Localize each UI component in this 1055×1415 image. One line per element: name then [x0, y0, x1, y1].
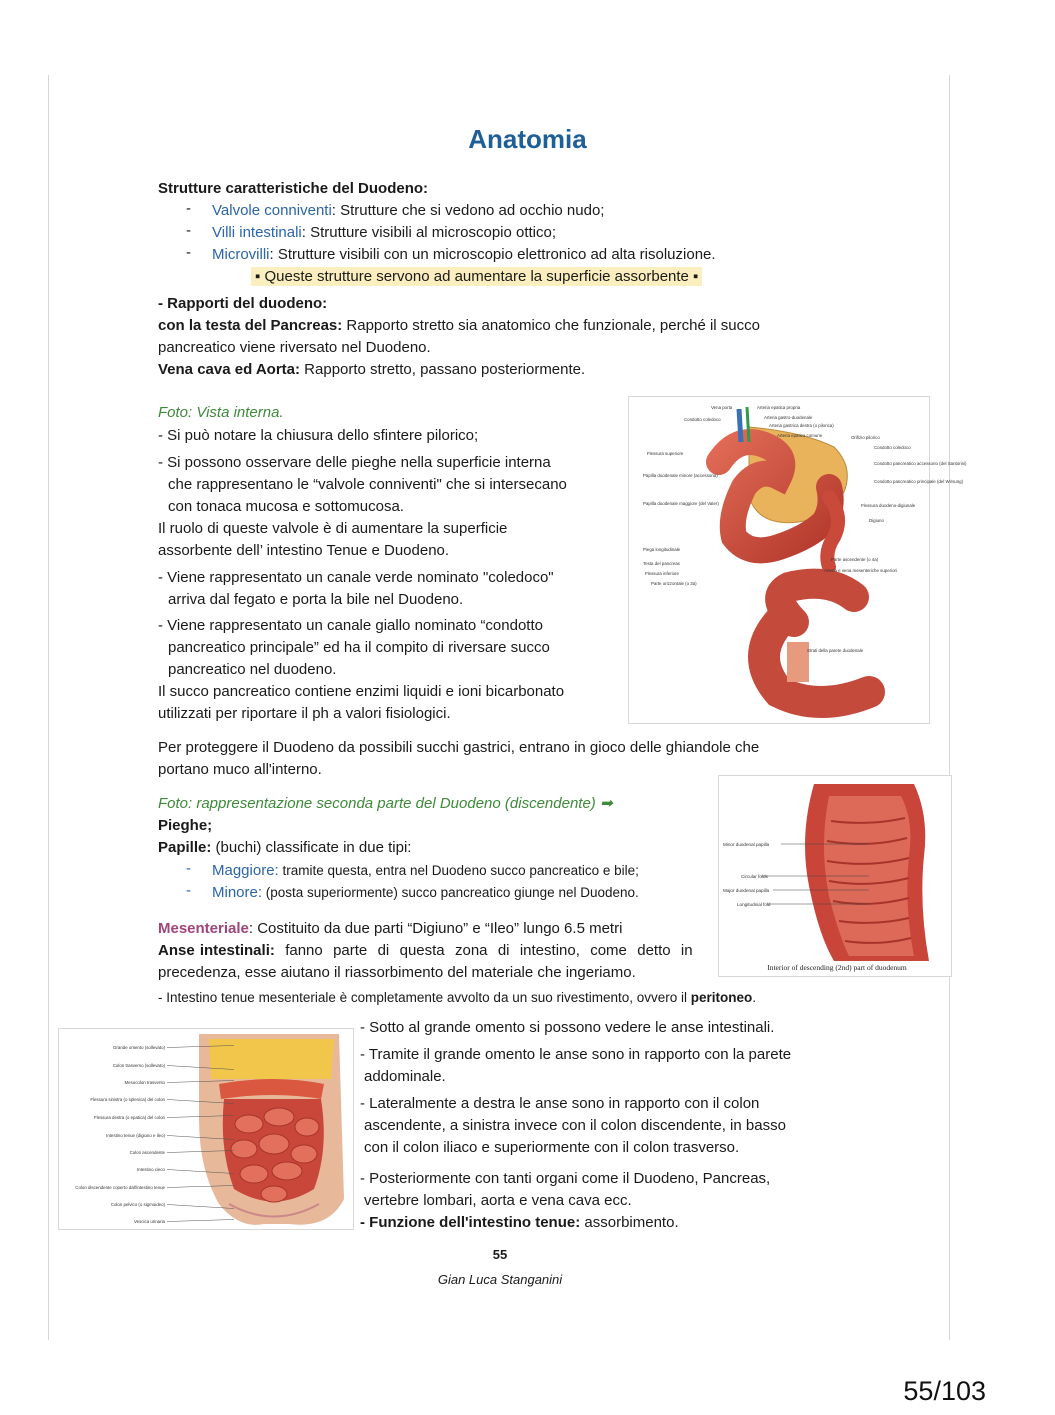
highlight-note: ▪ Queste strutture servono ad aumentare la superficie assorbente ▪	[251, 266, 702, 288]
figure-label: Condotto pancreatico accessorio (del Santorini)	[874, 461, 967, 466]
structure-item-microvilli: Microvilli: Strutture visibili con un microscopio elettronico ad alta risoluzione.	[212, 246, 716, 263]
figure-label: Piega longitudinale	[643, 547, 681, 552]
figure-label: Papilla duodenale minore (accessoria)	[643, 473, 718, 478]
figure-label: Papilla duodenale maggiore (del Vater)	[643, 501, 719, 506]
figure-label: Minor duodenal papilla	[723, 842, 770, 847]
papilla-minore: Minore: (posta superiormente) succo pancreatico giunge nel Duodeno.	[212, 884, 639, 901]
anse-line: - Posteriormente con tanti organi come il Duodeno, Pancreas,	[360, 1170, 771, 1187]
figure-label: Strati della parete duodenale	[807, 648, 864, 653]
figure-label: Colon ascendente	[129, 1150, 165, 1155]
pieghe-label: Pieghe;	[158, 817, 213, 834]
figure-label: Testa del pancreas	[643, 561, 680, 566]
figure-caption: Interior of descending (2nd) part of duodenum	[767, 963, 907, 972]
figure-label: Arteria gastrica destra (o pilorica)	[769, 423, 834, 428]
anse-line: vertebre lombari, aorta e vena cava ecc.	[364, 1192, 632, 1209]
bullet-dash: -	[186, 222, 191, 239]
anse-line: addominale.	[364, 1068, 446, 1085]
author-name: Gian Luca Stanganini	[437, 1272, 563, 1287]
duodenum-illustration	[629, 397, 967, 723]
bullet-dash: -	[186, 244, 191, 261]
vista-line: arriva dal fegato e porta la bile nel Duodeno.	[168, 591, 464, 608]
figure-label: Colon pelvico (o sigmoideo)	[110, 1202, 165, 1207]
vista-caption: Foto: Vista interna.	[158, 404, 284, 421]
anse-intestinali-cont: precedenza, esse aiutano il riassorbimento del materiale che ingeriamo.	[158, 964, 636, 981]
descending-duodenum-figure	[718, 775, 952, 977]
figure-label: Colon trasverso (sollevato)	[112, 1063, 165, 1068]
leader-line	[167, 1220, 234, 1222]
funzione-line: - Funzione dell'intestino tenue: assorbimento.	[360, 1214, 679, 1231]
descending-labels	[723, 842, 771, 907]
vista-line: pancreatico nel duodeno.	[168, 661, 337, 678]
figure-label: Intestino tenue (digiuno e ileo)	[106, 1133, 165, 1138]
anse-line: ascendente, a sinistra invece con il colon discendente, in basso	[364, 1117, 786, 1134]
bullet-dash: -	[186, 860, 191, 877]
abdomen-labels	[75, 1045, 165, 1224]
page-counter: 55/103	[903, 1376, 986, 1406]
vista-line: pancreatico principale” ed ha il compito di riversare succo	[168, 639, 550, 656]
figure-label: Flessura destra (o epatica) del colon	[93, 1115, 165, 1120]
structure-item-villi: Villi intestinali: Strutture visibili al microscopio ottico;	[212, 224, 557, 241]
figure-label: Arteria epatica propria	[757, 405, 801, 410]
figure-label: Longitudinal fold	[737, 902, 771, 907]
vista-line: assorbente dell’ intestino Tenue e Duodeno.	[158, 542, 450, 559]
figure-label: Condotto pancreatico principale (del Wirsung)	[874, 479, 964, 484]
figure-label: Flessura duodeno-digiunale	[861, 503, 916, 508]
portal-vein	[739, 409, 741, 442]
vista-line: che rappresentano le “valvole conniventi" che si intersecano	[168, 476, 567, 493]
papilla-maggiore: Maggiore: tramite questa, entra nel Duodeno succo pancreatico e bile;	[212, 862, 639, 879]
rapporti-pancreas-cont: pancreatico viene riversato nel Duodeno.	[158, 339, 431, 356]
vista-line: - Si possono osservare delle pieghe nella superficie interna	[158, 454, 551, 471]
figure-label: Condotto coledoco	[684, 417, 721, 422]
duodenal-wall-lower	[764, 622, 869, 702]
rapporti-vena-cava: Vena cava ed Aorta: Rapporto stretto, passano posteriormente.	[158, 361, 586, 378]
rapporti-heading: - Rapporti del duodeno:	[158, 295, 328, 312]
vista-line: - Viene rappresentato un canale giallo nominato “condotto	[158, 617, 543, 634]
vista-line: con tonaca mucosa e sottomucosa.	[168, 498, 404, 515]
figure-label: Flessura inferiore	[645, 571, 679, 576]
bile-duct	[747, 407, 749, 442]
figure-label: Mesocolon trasverso	[124, 1080, 165, 1085]
figure-label: Arteria gastro-duodenale	[764, 415, 813, 420]
figure-label: Circular folds	[741, 874, 768, 879]
anse-line: - Lateralmente a destra le anse sono in rapporto con il colon	[360, 1095, 760, 1112]
greater-omentum	[209, 1039, 334, 1079]
page-border-right	[949, 75, 950, 1340]
wall-layers-cutaway	[787, 642, 809, 682]
seconda-caption: Foto: rappresentazione seconda parte del Duodeno (discendente) ➡	[158, 795, 613, 812]
figure-label: Vena porta	[711, 405, 733, 410]
structures-heading: Strutture caratteristiche del Duodeno:	[158, 180, 429, 197]
figure-label: Parte ascendente (o 4a)	[831, 557, 879, 562]
proteggere-line: portano muco all'interno.	[158, 761, 322, 778]
vista-line: utilizzati per riportare il ph a valori fisiologici.	[158, 705, 451, 722]
figure-label: Grande omento (sollevato)	[113, 1045, 165, 1050]
figure-label: Flessura sinistra (o splenica) del colon	[90, 1097, 165, 1102]
vista-line: Il ruolo di queste valvole è di aumentare la superficie	[158, 520, 508, 537]
vista-line: Il succo pancreatico contiene enzimi liquidi e ioni bicarbonato	[158, 683, 565, 700]
vista-line: - Viene rappresentato un canale verde nominato "coledoco"	[158, 569, 554, 586]
anse-line: - Sotto al grande omento si possono vedere le anse intestinali.	[360, 1019, 775, 1036]
figure-label: Digiuno	[869, 518, 884, 523]
figure-label: Colon discendente coperto dall'intestino tenue	[75, 1185, 165, 1190]
bullet-dash: -	[186, 882, 191, 899]
bullet-dash: -	[186, 200, 191, 217]
descending-duodenum-illustration	[719, 776, 951, 976]
figure-label: Condotto coledoco	[874, 445, 911, 450]
mesenteriale-line: Mesenteriale: Costituito da due parti “Digiuno” e “Ileo” lungo 6.5 metri	[158, 920, 623, 937]
papille-line: Papille: (buchi) classificate in due tipi:	[158, 839, 412, 856]
duodenum-figure	[628, 396, 967, 724]
anse-intestinali-line: Anse intestinali: fanno parte di questa zona di intestino, come detto in	[158, 942, 693, 959]
figure-label: Arteria e vena mesenteriche superiori	[824, 568, 897, 573]
proteggere-line: Per proteggere il Duodeno da possibili succhi gastrici, entrano in gioco delle ghiandole che	[158, 739, 760, 756]
page-border-left	[48, 75, 49, 1340]
peritoneo-line: - Intestino tenue mesenteriale è completamente avvolto da un suo rivestimento, ovvero il peritoneo.	[158, 990, 757, 1005]
figure-label: Arteria epatica comune	[777, 433, 823, 438]
figure-label: Orifizio pilorico	[851, 435, 880, 440]
anse-line: - Tramite il grande omento le anse sono in rapporto con la parete	[360, 1046, 792, 1063]
page-title: Anatomia	[468, 124, 587, 154]
structure-item-valvole: Valvole conniventi: Strutture che si vedono ad occhio nudo;	[212, 202, 605, 219]
rapporti-pancreas: con la testa del Pancreas: Rapporto stretto sia anatomico che funzionale, perché il succo	[158, 317, 760, 334]
figure-label: Vescica urinaria	[134, 1219, 165, 1224]
figure-label: Major duodenal papilla	[723, 888, 770, 893]
vista-line: - Si può notare la chiusura dello sfintere pilorico;	[158, 427, 479, 444]
figure-label: Intestino cieco	[136, 1167, 165, 1172]
figure-label: Parte orizzontale (o 3a)	[651, 581, 697, 586]
abdomen-illustration	[59, 1029, 353, 1229]
anse-line: con il colon iliaco e superiormente con il colon trasverso.	[364, 1139, 740, 1156]
figure-label: Flessura superiore	[647, 451, 684, 456]
abdomen-figure	[58, 1028, 354, 1230]
page-number: 55	[492, 1247, 508, 1262]
